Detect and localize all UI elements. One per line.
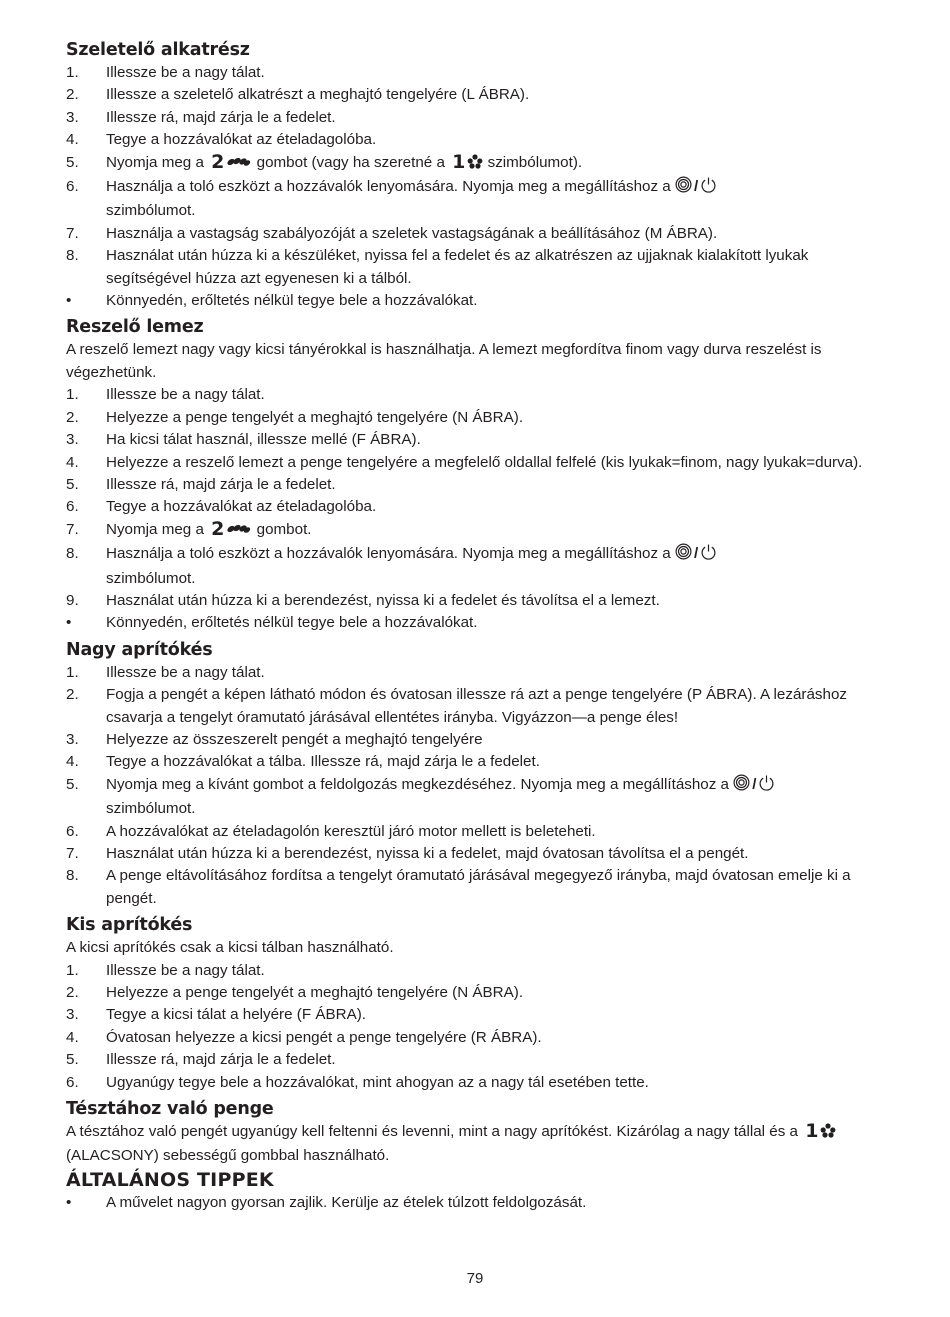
list-item: 2. Helyezze a penge tengelyét a meghajtó tengelyére (N ÁBRA). [66,984,524,1002]
list-item: 5. Illessze rá, majd zárja le a fedelet. [66,1051,336,1069]
list-item: • Könnyedén, erőltetés nélkül tegye bele a hozzávalókat. [66,614,478,632]
speed-1-number: 1 [805,1120,819,1143]
page-number: 79 [466,1270,484,1287]
list-item: 5. Nyomja meg a kívánt gombot a feldolgozás megkezdéséhez. Nyomja meg a megállításhoz a / szimbólumot. [66,774,886,821]
tips-list [66,1192,886,1214]
speed-1-icon [820,1123,836,1145]
speed-2-icon [226,521,252,543]
list-item: 2. Helyezze a penge tengelyét a meghajtó tengelyére (N ÁBRA). [66,408,524,426]
list-item: 8. Használja a toló eszközt a hozzávalók lenyomására. Nyomja meg a megállításhoz a / szimbólumot. [66,543,886,590]
manual-page [66,38,886,1214]
power-icon [700,543,717,567]
power-icon [700,176,717,200]
list-item: 5. Nyomja meg a 2 gombot (vagy ha szeretné a 1 szimbólumot). [66,152,886,176]
list-item: 7. Használja a vastagság szabályozóját a szeletek vastagságának a beállításához (M ÁBRA). [66,224,718,242]
list-item: 4. Helyezze a reszelő lemezt a penge tengelyére a megfelelő oldallal felfelé (kis lyukak=finom, nagy lyukak=durva). [66,453,863,471]
list-item: 4. Tegye a hozzávalókat a tálba. Illessze rá, majd zárja le a fedelet. [66,753,540,771]
list-item: 4. Tegye a hozzávalókat az ételadagolóba. [66,131,377,149]
list-item: 4. Óvatosan helyezze a kicsi pengét a penge tengelyére (R ÁBRA). [66,1028,542,1046]
list-item: 1. Illessze be a nagy tálat. [66,386,265,404]
section-title-large-chopping: Nagy aprítókés [66,639,213,660]
section-title-dough: Tésztához való penge [66,1099,274,1120]
section-title-small-chopping: Kis aprítókés [66,915,193,936]
list-item: 2. Illessze a szeletelő alkatrészt a meghajtó tengelyére (L ÁBRA). [66,86,530,104]
speed-2-number: 2 [211,517,225,540]
list-item: 3. Helyezze az összeszerelt pengét a meghajtó tengelyére [66,730,483,748]
list-item: 3. Ha kicsi tálat használ, illessze mellé (F ÁBRA). [66,431,421,449]
list-item: 3. Illessze rá, majd zárja le a fedelet. [66,108,336,126]
list-item: 6. Használja a toló eszközt a hozzávalók lenyomására. Nyomja meg a megállításhoz a / szimbólumot. [66,176,886,223]
section-title-grating: Reszelő lemez [66,317,204,338]
grating-steps [66,384,886,634]
small-chopping-steps [66,960,886,1094]
list-item: 1. Illessze be a nagy tálat. [66,961,265,979]
list-item: 3. Tegye a kicsi tálat a helyére (F ÁBRA). [66,1006,366,1024]
pulse-icon [733,774,750,798]
large-chopping-steps [66,662,886,910]
list-item: 6. A hozzávalókat az ételadagolón keresztül járó motor mellett is beleteheti. [66,822,596,840]
slicing-steps [66,62,886,312]
pulse-icon [675,543,692,567]
small-chopping-intro: A kicsi aprítókés csak a kicsi tálban használható. [66,939,394,957]
dough-intro: A tésztához való pengét ugyanúgy kell feltenni és levenni, mint a nagy aprítókést. Kizárólag a nagy tállal és a 1 (ALACSONY) sebességű gombbal használható. [66,1121,886,1168]
list-item: 8. A penge eltávolításához fordítsa a tengelyt óramutató járásával megegyező irányba, majd óvatosan emelje ki a pengét. [66,867,851,907]
list-item: 6. Tegye a hozzávalókat az ételadagolóba. [66,498,377,516]
grating-intro: A reszelő lemezt nagy vagy kicsi tányérokkal is használhatja. A lemezt megfordítva finom vagy durva reszelést is végezhetünk. [66,341,822,381]
list-item: 5. Illessze rá, majd zárja le a fedelet. [66,475,336,493]
list-item: 9. Használat után húzza ki a berendezést, nyissa ki a fedelet és távolítsa el a lemezt. [66,591,660,609]
list-item: 1. Illessze be a nagy tálat. [66,64,265,81]
list-item: 1. Illessze be a nagy tálat. [66,663,265,681]
list-item: • A művelet nagyon gyorsan zajlik. Kerülje az ételek túlzott feldolgozását. [66,1193,587,1211]
speed-1-icon [467,154,483,176]
speed-2-number: 2 [211,150,225,173]
list-item: • Könnyedén, erőltetés nélkül tegye bele a hozzávalókat. [66,292,478,310]
list-item: 6. Ugyanúgy tegye bele a hozzávalókat, mint ahogyan az a nagy tál esetében tette. [66,1073,649,1091]
pulse-icon [675,176,692,200]
speed-2-icon [226,154,252,176]
list-item: 2. Fogja a pengét a képen látható módon és óvatosan illessze rá azt a penge tengelyére (P ÁBRA). A lezáráshoz csavarja a tengelyt óramutató járásával ellentétes irányba. Vigyázzon—a penge éles! [66,686,847,726]
power-icon [758,774,775,798]
list-item: 7. Nyomja meg a 2 gombot. [66,519,886,543]
list-item: 7. Használat után húzza ki a berendezést, nyissa ki a fedelet, majd óvatosan távolítsa el a pengét. [66,845,749,862]
list-item: 8. Használat után húzza ki a készüléket, nyissa fel a fedelet és az alkatrészen az ujjaknak kialakított lyukak segítségével húzza azt egyenesen ki a tálból. [66,247,809,287]
section-title-slicing: Szeletelő alkatrész [66,40,250,60]
speed-1-number: 1 [452,150,466,173]
section-title-tips: ÁLTALÁNOS TIPPEK [66,1168,274,1191]
